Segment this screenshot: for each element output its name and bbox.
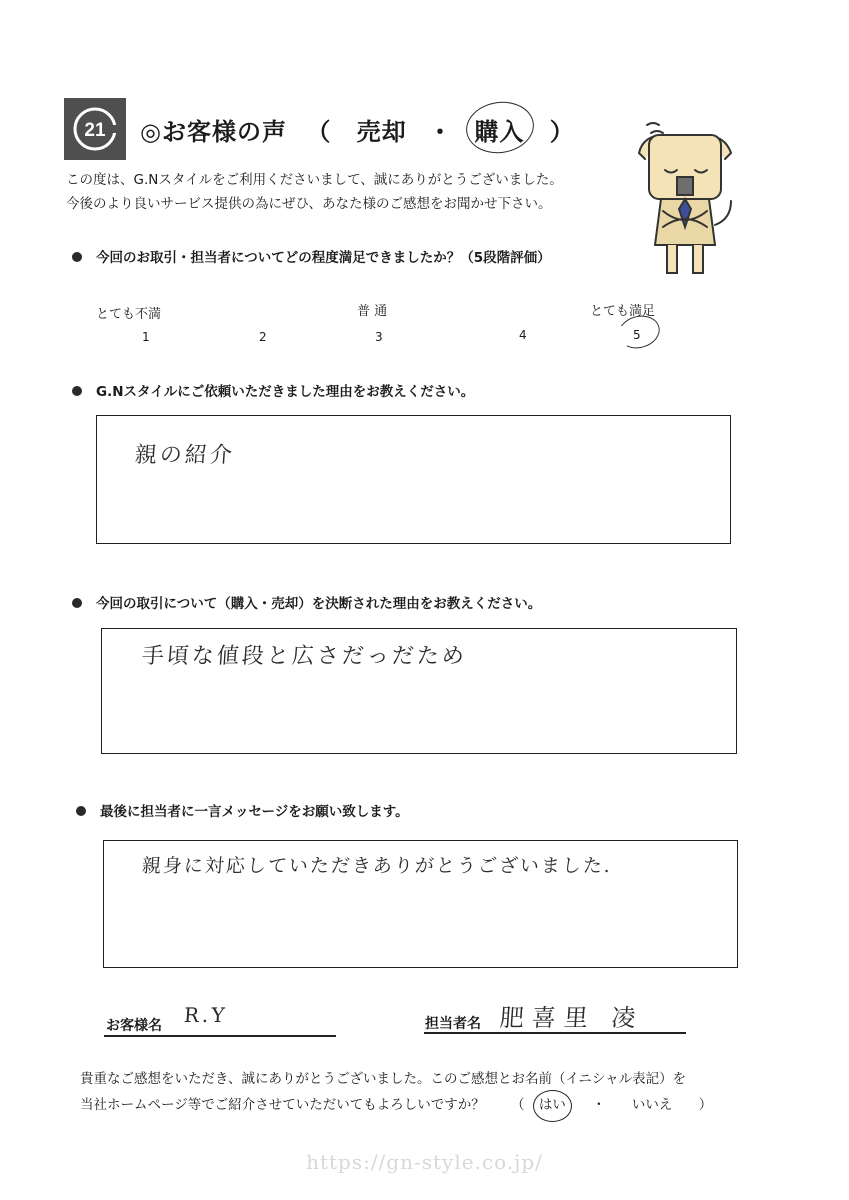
question-4 xyxy=(76,800,409,820)
consent-open-paren: （ xyxy=(511,1097,525,1113)
consent-line-2-text: 当社ホームページ等でご紹介させていただいてもよろしいですか？ xyxy=(80,1097,485,1113)
bullet-icon xyxy=(72,386,82,396)
scale-option-2: 2 xyxy=(259,330,267,344)
dog-mascot-illustration xyxy=(625,115,745,280)
page-title xyxy=(140,112,585,147)
question-1-text: 今回のお取引・担当者についてどの程度満足できましたか？（5段階評価） xyxy=(96,250,551,266)
answer-box-4 xyxy=(103,840,738,968)
website-watermark: https://gn-style.co.jp/ xyxy=(306,1150,543,1174)
question-3-text: 今回の取引について（購入・売却）を決断された理由をお教えください。 xyxy=(96,596,542,612)
intro-text xyxy=(66,168,563,216)
scale-label-high: とても満足 xyxy=(590,304,656,319)
answer-4-text: 親身に対応していただきありがとうございました. xyxy=(141,855,613,877)
answer-box-2 xyxy=(96,415,731,544)
intro-line-2: 今後のより良いサービス提供の為にぜひ、あなた様のご感想をお聞かせ下さい。 xyxy=(66,196,552,212)
question-3 xyxy=(72,592,541,612)
scale-option-1: 1 xyxy=(142,330,150,344)
scale-label-mid: 普 通 xyxy=(357,304,388,319)
customer-name-line xyxy=(104,1035,336,1037)
title-close-paren: ） xyxy=(549,118,575,146)
staff-name-value: 肥喜里 凌 xyxy=(498,1004,645,1032)
bullet-icon xyxy=(72,598,82,608)
consent-line-2 xyxy=(80,1092,712,1118)
consent-option-yes-selected: はい xyxy=(539,1092,566,1118)
answer-3-text: 手頃な値段と広さだっだため xyxy=(140,644,468,669)
consent-option-no: いいえ xyxy=(631,1097,673,1113)
question-1 xyxy=(72,246,551,266)
answer-2-text: 親の紹介 xyxy=(133,443,236,468)
consent-close-paren: ） xyxy=(698,1097,713,1113)
staff-name-label: 担当者名 xyxy=(425,1016,481,1032)
logo-text: 21 xyxy=(84,120,106,141)
century21-logo xyxy=(64,98,126,160)
century21-logo-mark xyxy=(64,98,126,160)
consent-question xyxy=(80,1066,712,1118)
scale-label-low: とても不満 xyxy=(96,307,162,322)
bullet-icon xyxy=(72,252,82,262)
question-2-text: G.Nスタイルにご依頼いただきました理由をお教えください。 xyxy=(96,384,475,400)
intro-line-1: この度は、G.Nスタイルをご利用くださいまして、誠にありがとうございました。 xyxy=(66,172,563,188)
customer-name-label: お客様名 xyxy=(106,1018,162,1034)
title-separator: ・ xyxy=(428,118,454,146)
answer-box-3 xyxy=(101,628,737,754)
title-option-buy-selected: 購入 xyxy=(474,112,524,147)
question-2 xyxy=(72,380,474,400)
title-open-paren: （ xyxy=(306,118,332,146)
title-option-sell: 売却 xyxy=(356,118,407,146)
question-4-text: 最後に担当者に一言メッセージをお願い致します。 xyxy=(100,804,409,820)
title-main: ◎お客様の声 xyxy=(140,118,287,146)
consent-separator: ・ xyxy=(592,1097,606,1113)
bullet-icon xyxy=(76,806,86,816)
consent-line-1: 貴重なご感想をいただき、誠にありがとうございました。このご感想とお名前（イニシャル表記）を xyxy=(80,1071,687,1087)
scale-option-3: 3 xyxy=(375,330,383,344)
scale-option-5: 5 xyxy=(633,328,641,342)
scale-option-4: 4 xyxy=(519,328,527,342)
staff-name-line xyxy=(424,1032,686,1034)
customer-name-value: R.Y xyxy=(183,1003,229,1027)
